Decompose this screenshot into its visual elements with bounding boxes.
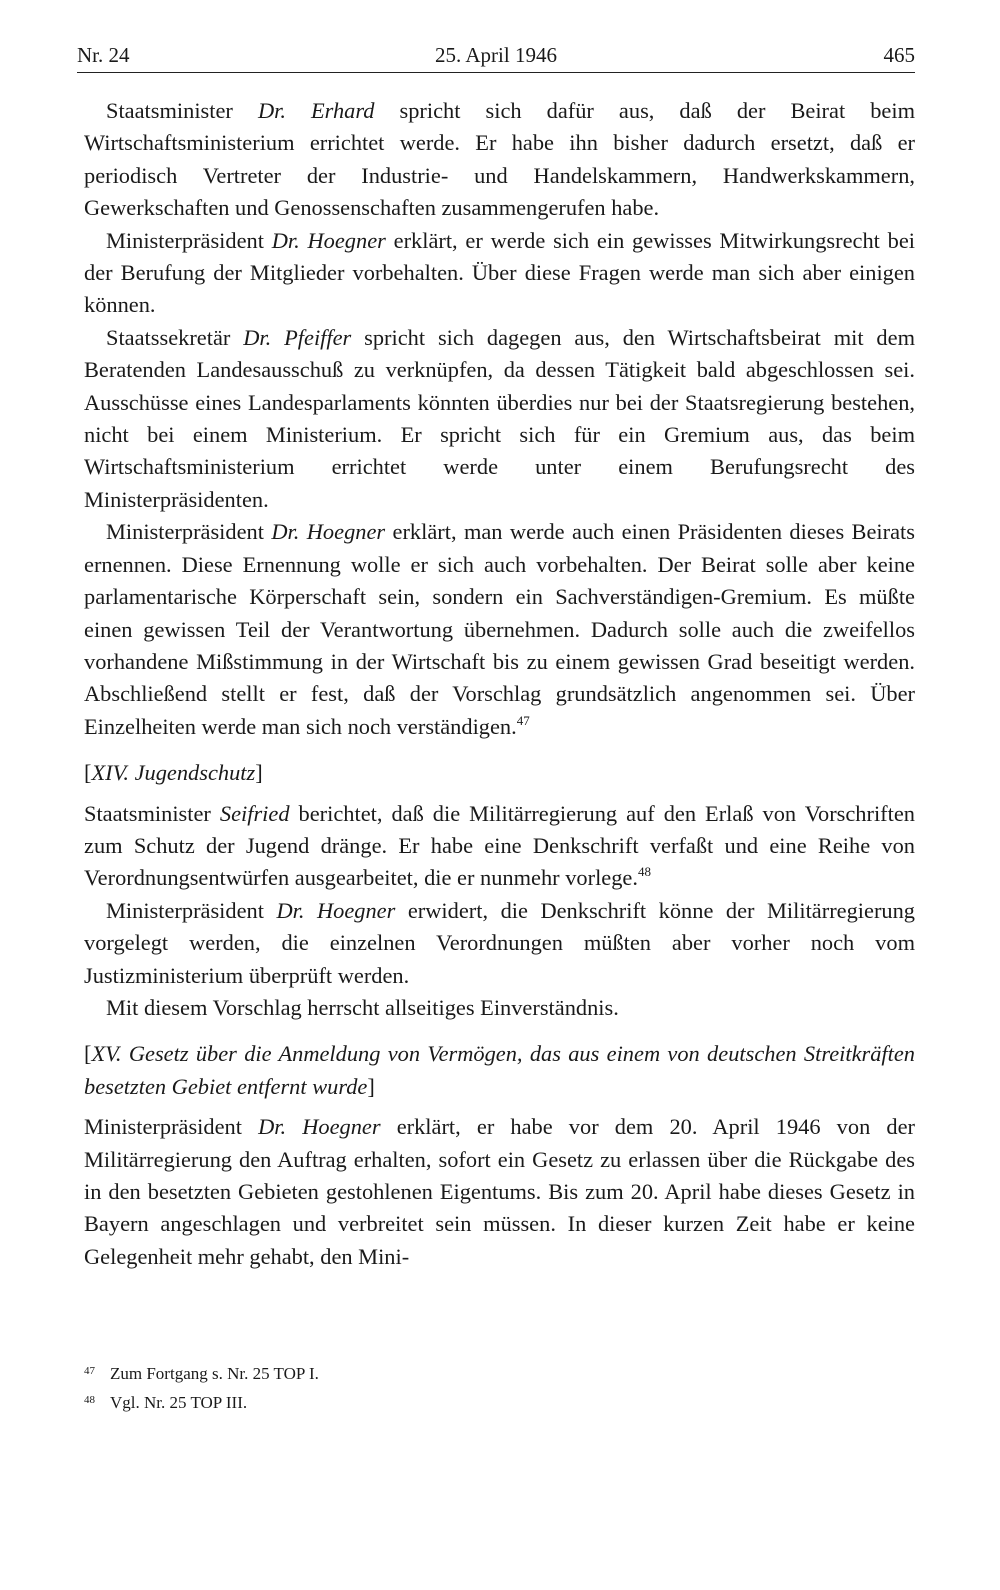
section-heading-xiv: [XIV. Jugendschutz] [84, 760, 263, 786]
document-number: Nr. 24 [77, 43, 130, 67]
speaker-name: Dr. Erhard [257, 98, 375, 123]
paragraph-hoegner-4: Ministerpräsident Dr. Hoegner erklärt, er habe vor dem 20. April 1946 von der Militärregierung den Auftrag erhalten, sofort ein Gesetz zu erlassen über die Rückgabe des in den besetzten Gebieten gestohlenen Eigentums. Bis zum 20. April habe dieses Gesetz in Bayern angeschlagen und verbreitet sein müssen. In dieser kurzen Zeit habe er keine Gelegenheit mehr gehabt, den Mini- [84, 1114, 915, 1269]
footnote-number: 47 [84, 1365, 95, 1377]
speaker-name: Seifried [219, 800, 290, 826]
paragraph-hoegner-1: Ministerpräsident Dr. Hoegner erklärt, er werde sich ein gewisses Mitwirkungsrecht bei der Berufung der Mitglieder vorbehalten. Über diese Fragen werde man sich aber einigen können. [84, 227, 916, 318]
speaker-name: Dr. Hoegner [271, 227, 386, 253]
speaker-name: Dr. Hoegner [276, 897, 396, 923]
footnote-48 [84, 1387, 915, 1416]
paragraph-pfeiffer: Staatssekretär Dr. Pfeiffer spricht sich dagegen aus, den Wirtschaftsbeirat mit dem Beratenden Landesausschuß zu verknüpfen, da dessen Tätigkeit bald abgeschlossen sei. Ausschüsse eines Landesparlaments könnten überdies nur bei der Staatsregierung bestehen, nicht bei einem Ministerium. Er spricht sich für ein Gremium aus, das beim Wirtschaftsministerium errichtet werde unter einem Berufungsrecht des Ministerpräsidenten. [84, 324, 915, 512]
paragraph-erhard: Staatsminister Dr. Erhard spricht sich dafür aus, daß der Beirat beim Wirtschaftsministerium errichtet werde. Er habe ihn bisher dadurch ersetzt, daß er periodisch Vertreter der Industrie- und Handelskammern, Handwerkskammern, Gewerkschaften und Genossenschaften zusammengerufen habe. [84, 98, 915, 221]
body-text [84, 95, 915, 1273]
footnote-ref-47[interactable]: 47 [516, 712, 530, 728]
speaker-name: Dr. Pfeiffer [243, 324, 352, 350]
footnote-number: 48 [84, 1394, 95, 1406]
speaker-name: Dr. Hoegner [258, 1114, 381, 1140]
paragraph-seifried: Staatsminister Seifried berichtet, daß die Militärregierung auf den Erlaß von Vorschriften zum Schutz der Jugend dränge. Er habe eine Denkschrift verfaßt und eine Reihe von Verordnungsentwürfen ausgearbeitet, die er nunmehr vorlege.$^{48}$ [84, 800, 915, 891]
paragraph-hoegner-2: Ministerpräsident Dr. Hoegner erklärt, man werde auch einen Präsidenten dieses Beirats ernennen. Diese Ernennung wolle er sich auch vorbehalten. Der Beirat solle aber keine parlamentarische Körperschaft sein, sondern ein Sachverständigen-Gremium. Es müßte einen gewissen Teil der Verantwortung übernehmen. Dadurch solle auch die zweifellos vorhandene Mißstimmung in der Wirtschaft bis zu einem gewissen Grad beseitigt werden. Abschließend stellt er fest, daß der Vorschlag grundsätzlich angenommen sei. Über Einzelheiten werde man sich noch verständigen.$^{47}$ [84, 519, 915, 739]
paragraph-agreement: Mit diesem Vorschlag herrscht allseitiges Einverständnis. [106, 994, 619, 1020]
footnote-ref-48[interactable]: 48 [637, 864, 651, 880]
speaker-name: Dr. Hoegner [271, 519, 386, 545]
footnote-text: Vgl. Nr. 25 TOP III. [110, 1393, 248, 1412]
footnotes [84, 1358, 915, 1416]
footnote-47 [84, 1358, 915, 1387]
paragraph-hoegner-3: Ministerpräsident Dr. Hoegner erwidert, die Denkschrift könne der Militärregierung vorgelegt werden, die einzelnen Verordnungen müßten aber vorher noch vom Justizministerium überprüft werden. [84, 897, 915, 988]
section-heading-xv: [XV. Gesetz über die Anmeldung von Vermögen, das aus einem von deutschen Streitkräften besetzten Gebiet entfernt wurde] [84, 1041, 915, 1099]
header-date: 25. April 1946 [435, 43, 557, 67]
footnote-text: Zum Fortgang s. Nr. 25 TOP I. [110, 1364, 319, 1383]
running-header [77, 42, 915, 73]
page-number: 465 [883, 43, 915, 67]
